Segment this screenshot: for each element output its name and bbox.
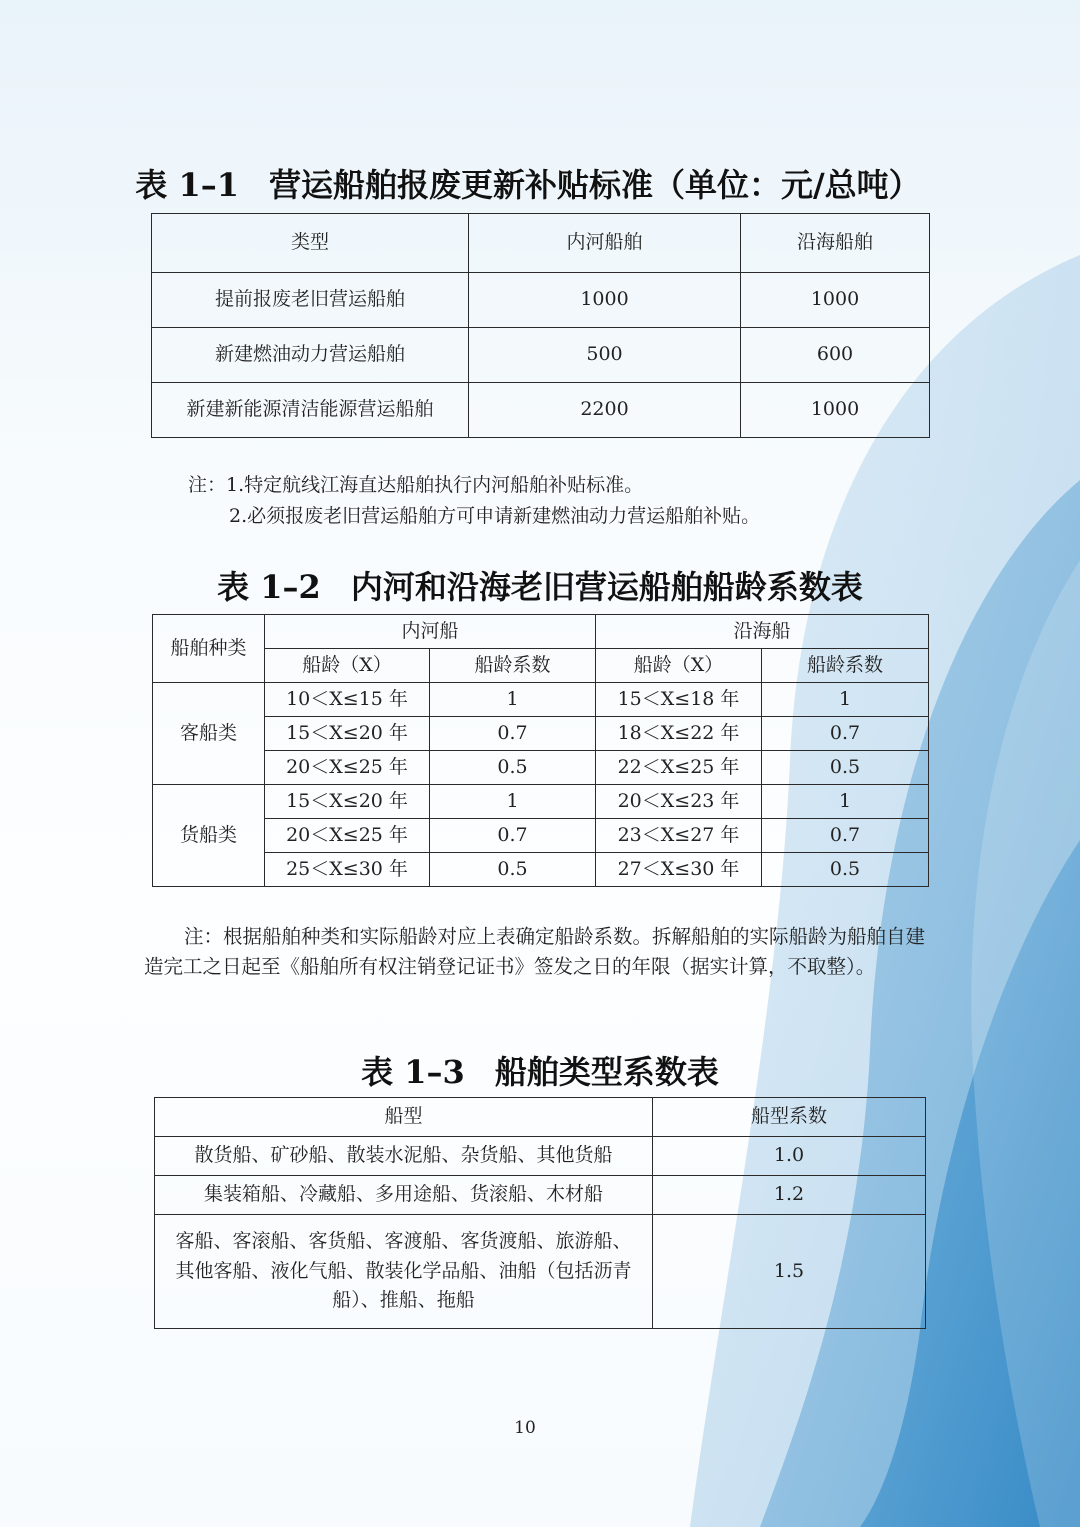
table-cell: 散货船、矿砂船、散装水泥船、杂货船、其他货船 <box>155 1137 653 1176</box>
table-row <box>155 1215 926 1329</box>
table1-title-text: 营运船舶报废更新补贴标准（单位：元/总吨） <box>268 166 921 204</box>
table-row <box>153 853 929 887</box>
header-cell: 内河船 <box>265 615 596 649</box>
table3-number: 表 1–3 <box>361 1053 465 1091</box>
table-row <box>153 819 929 853</box>
table-cell: 1000 <box>741 273 930 328</box>
table-cell: 25＜X≤30 年 <box>265 853 430 887</box>
table-cell: 1 <box>430 683 596 717</box>
header-cell: 船型系数 <box>653 1098 926 1137</box>
table-row <box>152 328 930 383</box>
table-cell: 0.7 <box>430 819 596 853</box>
table-cell: 1000 <box>469 273 741 328</box>
table-row <box>155 1137 926 1176</box>
category-cell: 客船类 <box>153 683 265 785</box>
header-cell: 船龄系数 <box>762 649 929 683</box>
header-cell: 船龄系数 <box>430 649 596 683</box>
table-cell: 1 <box>762 785 929 819</box>
table-cell: 0.7 <box>762 819 929 853</box>
table-cell: 客船、客滚船、客货船、客渡船、客货渡船、旅游船、其他客船、液化气船、散装化学品船、油船（包括沥青船）、推船、拖船 <box>155 1215 653 1329</box>
table-row <box>153 717 929 751</box>
table-cell: 22＜X≤25 年 <box>596 751 762 785</box>
table-row <box>153 751 929 785</box>
table1-title <box>0 160 1068 206</box>
table3-title-text: 船舶类型系数表 <box>494 1053 719 1091</box>
header-cell: 类型 <box>152 214 469 273</box>
table-row <box>155 1176 926 1215</box>
table-cell: 20＜X≤25 年 <box>265 819 430 853</box>
table-header-row <box>153 615 929 649</box>
table-cell: 15＜X≤18 年 <box>596 683 762 717</box>
table-row <box>152 273 930 328</box>
ship-type-coefficient-table <box>154 1097 926 1329</box>
category-cell: 货船类 <box>153 785 265 887</box>
table-cell: 1.2 <box>653 1176 926 1215</box>
table-cell: 1 <box>762 683 929 717</box>
header-cell: 船舶种类 <box>153 615 265 683</box>
table-cell: 18＜X≤22 年 <box>596 717 762 751</box>
table-cell: 15＜X≤20 年 <box>265 717 430 751</box>
ship-age-coefficient-table <box>152 614 929 887</box>
table-cell: 1 <box>430 785 596 819</box>
header-cell: 船型 <box>155 1098 653 1137</box>
table-row <box>153 683 929 717</box>
header-cell: 内河船舶 <box>469 214 741 273</box>
table-cell: 23＜X≤27 年 <box>596 819 762 853</box>
table2-number: 表 1–2 <box>217 568 321 606</box>
table-header-row <box>155 1098 926 1137</box>
header-cell: 船龄（X） <box>265 649 430 683</box>
table-cell: 0.7 <box>430 717 596 751</box>
table3-title <box>0 1047 1080 1093</box>
table-cell: 2200 <box>469 383 741 438</box>
table-cell: 1.5 <box>653 1215 926 1329</box>
table-row <box>152 383 930 438</box>
table-cell: 1.0 <box>653 1137 926 1176</box>
table-cell: 提前报废老旧营运船舶 <box>152 273 469 328</box>
table1-note-2: 2.必须报废老旧营运船舶方可申请新建燃油动力营运船舶补贴。 <box>229 505 761 527</box>
header-cell: 船龄（X） <box>596 649 762 683</box>
table-cell: 0.5 <box>430 751 596 785</box>
table-row <box>153 785 929 819</box>
table-cell: 0.5 <box>762 853 929 887</box>
table-cell: 20＜X≤23 年 <box>596 785 762 819</box>
subsidy-standard-table <box>151 213 930 438</box>
table-header-row <box>152 214 930 273</box>
table2-title <box>0 562 1080 608</box>
table1-number: 表 1–1 <box>135 166 239 204</box>
table-cell: 集装箱船、冷藏船、多用途船、货滚船、木材船 <box>155 1176 653 1215</box>
table1-note-1: 注：1.特定航线江海直达船舶执行内河船舶补贴标准。 <box>188 474 644 496</box>
table2-title-text: 内河和沿海老旧营运船舶船龄系数表 <box>350 568 863 606</box>
table-cell: 15＜X≤20 年 <box>265 785 430 819</box>
header-cell: 沿海船舶 <box>741 214 930 273</box>
table2-note: 注：根据船舶种类和实际船龄对应上表确定船龄系数。拆解船舶的实际船龄为船舶自建造完工之日起至《船舶所有权注销登记证书》签发之日的年限（据实计算，不取整）。 <box>144 925 926 978</box>
table-cell: 20＜X≤25 年 <box>265 751 430 785</box>
table-cell: 0.5 <box>430 853 596 887</box>
header-cell: 沿海船 <box>596 615 929 649</box>
table-cell: 新建燃油动力营运船舶 <box>152 328 469 383</box>
table-header-row <box>153 649 929 683</box>
table-cell: 0.5 <box>762 751 929 785</box>
table-cell: 0.7 <box>762 717 929 751</box>
table-cell: 600 <box>741 328 930 383</box>
table-cell: 27＜X≤30 年 <box>596 853 762 887</box>
table-cell: 新建新能源清洁能源营运船舶 <box>152 383 469 438</box>
table-cell: 500 <box>469 328 741 383</box>
table-cell: 10＜X≤15 年 <box>265 683 430 717</box>
page-number: 10 <box>514 1418 536 1438</box>
table-cell: 1000 <box>741 383 930 438</box>
